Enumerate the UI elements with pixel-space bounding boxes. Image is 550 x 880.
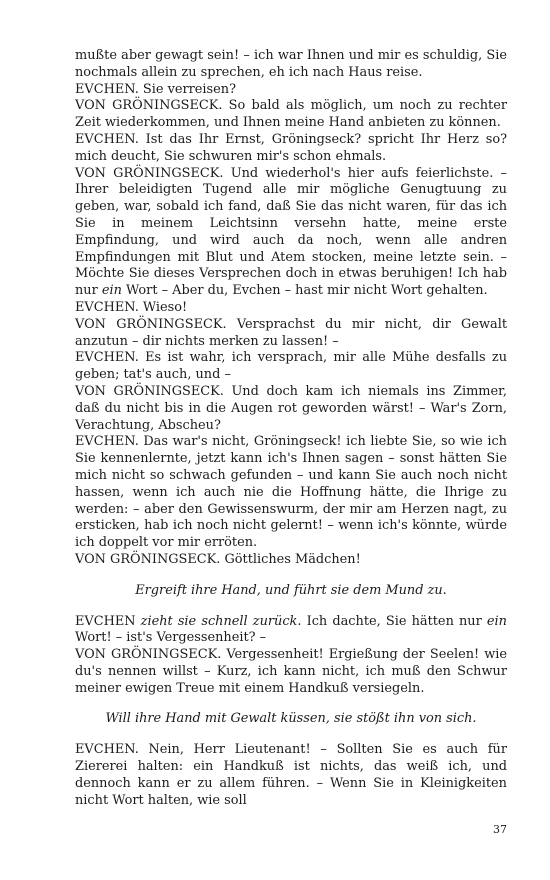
dialogue-evchen-5: EVCHEN. Das war's nicht, Gröningseck! ich liebte Sie, so wie ich Sie kennenlernte, jetzt kann ich's Ihnen sagen – sonst hätten Sie mich nicht so schwach gefunden – und kann Sie auch noch nicht hassen, wenn ich auch nie die Hoffnung hätte, die Ihrige zu werden: – aber den Gewissenswurm, der mir am Herzen nagt, zu ersticken, hab ich noch nicht gelernt! – wenn ich's könnte, würde ich doppelt vor mir erröten. [75, 434, 507, 551]
dialogue-groeningseck-6: VON GRÖNINGSECK. Vergessenheit! Ergießung der Seelen! wie du's nennen willst – Kurz, ich kann nicht, ich muß den Schwur meiner ewigen Treue mit einem Handkuß versiegeln. [75, 647, 507, 696]
dialogue-text: VON GRÖNINGSECK. Und wiederhol's hier aufs feierlichste. – Ihrer beleidigten Tugend alle mir mögliche Genugtuung zu geben, war, sobald ich fand, daß Sie das nicht waren, für das ich Sie in meinem Leichtsinn versehn hatte, meine erste Empfindung, und wird auch da noch, wenn alle andren Empfindungen mit Blut und Atem stocken, meine letzte sein. – Möchte Sie dieses Versprechen doch in etwas beruhigen! Ich hab nur [75, 165, 507, 299]
stage-direction-1: Ergreift ihre Hand, und führt sie dem Mund zu. [135, 582, 447, 598]
dialogue-groeningseck-5: VON GRÖNINGSECK. Göttliches Mädchen! [75, 551, 361, 567]
paragraph-continuation: mußte aber gewagt sein! – ich war Ihnen und mir es schuldig, Sie nochmals allein zu sprechen, eh ich nach Haus reise. [75, 48, 507, 80]
dialogue-evchen-2: EVCHEN. Ist das Ihr Ernst, Gröningseck? spricht Ihr Herz so? mich deucht, Sie schwuren mir's schon ehmals. [75, 131, 507, 164]
dialogue-evchen-1: EVCHEN. Sie verreisen? [75, 81, 237, 97]
dialogue-groeningseck-2 [75, 166, 507, 300]
dialogue-text: Wort! – ist's Vergessenheit? – [75, 630, 267, 646]
speaker-name: EVCHEN [75, 613, 141, 629]
dialogue-groeningseck-3: VON GRÖNINGSECK. Versprachst du mir nicht, dir Gewalt anzutun – dir nichts merken zu lassen! – [75, 316, 507, 349]
page-number: 37 [493, 823, 507, 836]
dialogue-evchen-4: EVCHEN. Es ist wahr, ich versprach, mir alle Mühe desfalls zu geben; tat's auch, und – [75, 350, 507, 383]
page-text-block [75, 48, 507, 809]
emphasis-text: ein [486, 613, 507, 629]
dialogue-text: Wort – Aber du, Evchen – hast mir nicht Wort gehalten. [121, 283, 488, 299]
emphasis-text: ein [101, 283, 122, 299]
stage-direction-2: Will ihre Hand mit Gewalt küssen, sie stößt ihn von sich. [105, 711, 477, 727]
dialogue-text: Ich dachte, Sie hätten nur [301, 613, 487, 629]
inline-stage-direction: zieht sie schnell zurück. [140, 613, 302, 629]
dialogue-evchen-6 [75, 614, 507, 648]
dialogue-groeningseck-1: VON GRÖNINGSECK. So bald als möglich, um noch zu rechter Zeit wiederkommen, und Ihnen meine Hand anbieten zu können. [75, 98, 507, 131]
dialogue-groeningseck-4: VON GRÖNINGSECK. Und doch kam ich niemals ins Zimmer, daß du nicht bis in die Augen rot geworden wärst! – War's Zorn, Verachtung, Abscheu? [75, 383, 507, 433]
dialogue-evchen-3: EVCHEN. Wieso! [75, 299, 188, 315]
dialogue-evchen-7: EVCHEN. Nein, Herr Lieutenant! – Sollten Sie es auch für Ziererei halten: ein Handkuß ist nichts, das weiß ich, und dennoch kann er zu allem führen. – Wenn Sie in Kleinigkeiten nicht Wort halten, wie soll [75, 742, 507, 808]
